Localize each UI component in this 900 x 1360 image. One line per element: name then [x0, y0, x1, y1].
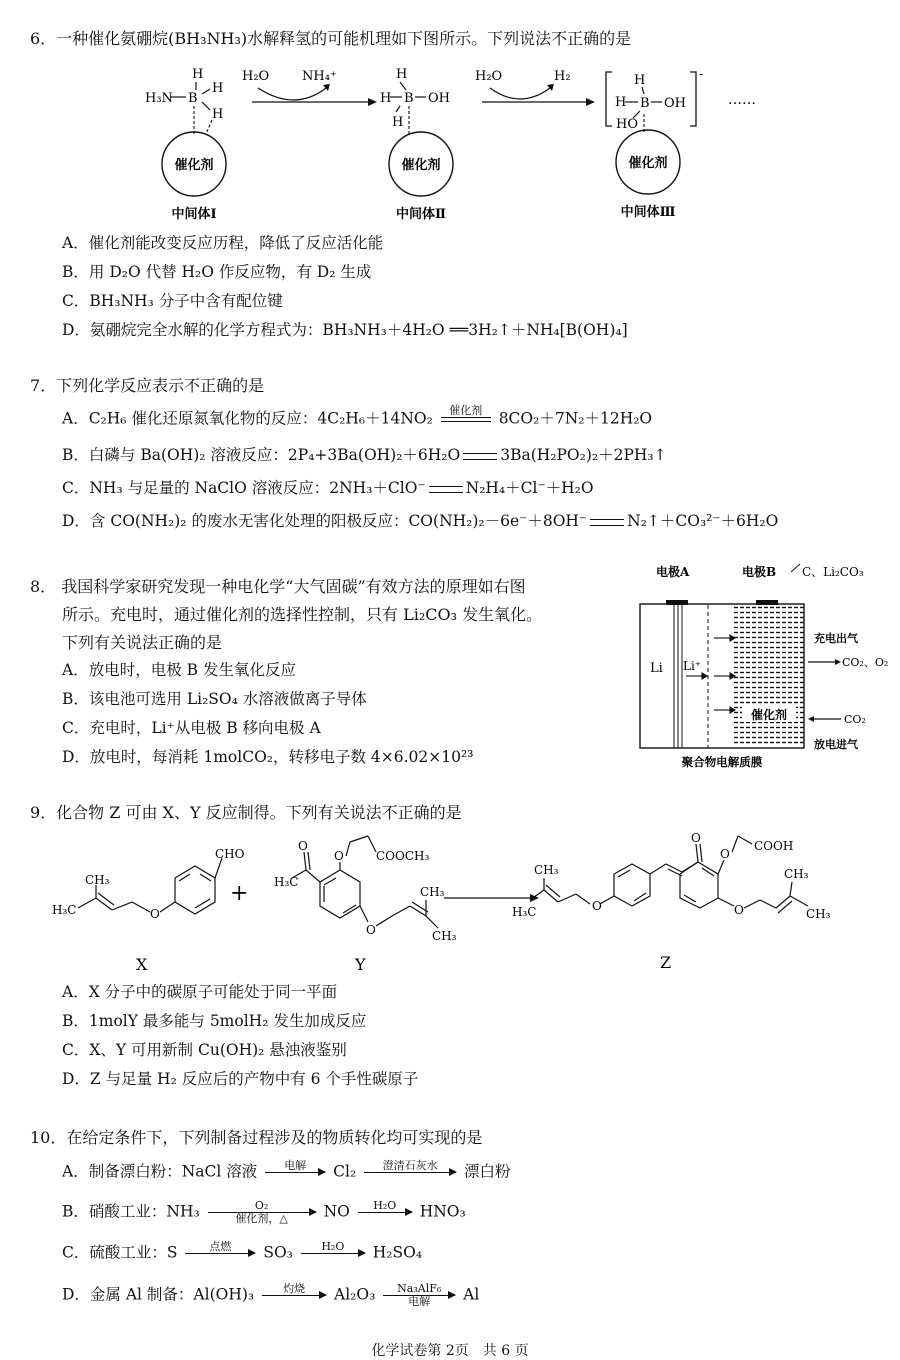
q7-option-d — [62, 510, 778, 532]
q6-dots: …… — [728, 92, 756, 108]
q10-d-mid: Al₂O₃ — [334, 1285, 376, 1304]
membrane-label: 聚合物电解质膜 — [681, 755, 763, 769]
q10-a-arrow2 — [364, 1160, 456, 1185]
q10-b-cond1-top: O₂ — [254, 1199, 269, 1212]
y-cooch3: COOCH₃ — [376, 849, 430, 863]
q7-a-condition-equals — [441, 405, 491, 434]
q6-atom-b: B — [188, 91, 198, 106]
q9-option-a: A．X 分子中的碳原子可能处于同一平面 — [62, 983, 338, 1001]
q10-option-a — [62, 1160, 511, 1185]
q10-d-end: Al — [463, 1285, 480, 1304]
y-o: O — [334, 849, 344, 863]
q10-b-arrow1 — [208, 1200, 316, 1225]
y-o: O — [366, 923, 376, 937]
q7-option-b — [62, 444, 667, 466]
q10-c-end: H₂SO₄ — [372, 1243, 423, 1262]
equals-sign — [590, 519, 624, 526]
z-ch3: CH₃ — [806, 907, 831, 921]
z-o: O — [734, 903, 744, 917]
q9-option-c: C．X、Y 可用新制 Cu(OH)₂ 悬浊液鉴别 — [62, 1041, 347, 1059]
q10-b-start: B．硝酸工业：NH₃ — [62, 1202, 200, 1221]
q10-d-cond1: 灼烧 — [283, 1282, 306, 1295]
electrode-a-label: 电极A — [656, 565, 690, 579]
li-label: Li — [650, 661, 663, 676]
q6-atom-h: H — [192, 67, 204, 82]
q6-atom-b: B — [404, 91, 414, 106]
q8-battery-diagram — [638, 560, 896, 776]
c-li2co3-label: C、Li₂CO₃ — [802, 565, 864, 579]
y-h3c: H₃C — [274, 875, 299, 889]
co2-o2-label: CO₂、O₂ — [842, 656, 889, 669]
q10-option-b — [62, 1200, 466, 1225]
q10-d-cond2-top: Na₃AlF₆ — [397, 1282, 442, 1295]
q10-a-end: 漂白粉 — [464, 1162, 511, 1181]
z-h3c: H₃C — [512, 905, 537, 919]
q7-c-reactants: C．NH₃ 与足量的 NaClO 溶液反应：2NH₃＋ClO⁻ — [62, 479, 426, 497]
q10-b-cond2: H₂O — [373, 1199, 397, 1212]
equals-sign — [463, 453, 497, 460]
q6-option-a: A．催化剂能改变反应历程，降低了反应活化能 — [62, 234, 384, 252]
q7-a-products: 8CO₂＋7N₂＋12H₂O — [498, 409, 653, 428]
q10-a-start: A．制备漂白粉：NaCl 溶液 — [62, 1162, 258, 1181]
q6-title: 6．一种催化氨硼烷(BH₃NH₃)水解释氢的可能机理如下图所示。下列说法不正确的是 — [30, 29, 632, 48]
q7-option-a — [62, 405, 652, 434]
q10-c-cond2: H₂O — [321, 1240, 345, 1253]
x-o: O — [150, 907, 160, 921]
q6-catalyst-label: 催化剂 — [628, 156, 668, 171]
label-z: Z — [660, 953, 672, 972]
q10-b-cond1-bottom: 催化剂，△ — [235, 1212, 288, 1225]
plus-sign: + — [230, 881, 249, 906]
z-ch3: CH₃ — [534, 863, 559, 877]
q7-d-reactants: D．含 CO(NH₂)₂ 的废水无害化处理的阳极反应：CO(NH₂)₂－6e⁻＋8OH⁻ — [62, 512, 588, 530]
z-o: O — [691, 831, 701, 845]
q6-intermediate-2-label: 中间体Ⅱ — [396, 207, 446, 222]
q6-atom-oh: OH — [664, 96, 686, 111]
q6-option-c: C．BH₃NH₃ 分子中含有配位键 — [62, 292, 283, 310]
q8-option-c: C．充电时，Li⁺从电极 B 移向电极 A — [62, 719, 321, 737]
q8-title-line2: 所示。充电时，通过催化剂的选择性控制，只有 Li₂CO₃ 发生氧化。 — [62, 605, 543, 624]
q10-d-arrow1 — [262, 1283, 326, 1308]
q6-arrow1-reagent: H₂O — [242, 69, 270, 84]
q10-option-c — [62, 1241, 422, 1266]
q6-atom-h: H — [396, 67, 408, 82]
q6-mechanism-diagram — [130, 62, 810, 232]
q6-atom-h: H — [212, 107, 224, 122]
q10-c-arrow1 — [185, 1241, 255, 1266]
discharge-in-label: 放电进气 — [814, 738, 858, 751]
q9-option-d: D．Z 与足量 H₂ 反应后的产物中有 6 个手性碳原子 — [62, 1070, 419, 1088]
q6-atom-b: B — [640, 96, 650, 111]
q6-atom-h: H — [615, 95, 627, 110]
y-o: O — [298, 839, 308, 853]
q9-reaction-scheme — [40, 830, 890, 980]
equals-sign — [429, 486, 463, 493]
x-ch3: CH₃ — [85, 873, 110, 887]
q10-c-cond1: 点燃 — [209, 1240, 232, 1253]
z-ch3: CH₃ — [784, 867, 809, 881]
q8-title-line3: 下列有关说法正确的是 — [62, 633, 223, 652]
q10-b-arrow2 — [358, 1200, 412, 1225]
q6-option-b: B．用 D₂O 代替 H₂O 作反应物，有 D₂ 生成 — [62, 263, 372, 281]
q6-atom-h: H — [380, 91, 392, 106]
x-h3c: H₃C — [52, 903, 77, 917]
label-y: Y — [355, 955, 366, 974]
q8-catalyst-label: 催化剂 — [750, 708, 788, 722]
charge-out-label: 充电出气 — [814, 632, 858, 645]
q7-option-c — [62, 477, 594, 499]
electrode-b-label: 电极B — [742, 565, 777, 579]
q6-catalyst-label: 催化剂 — [174, 158, 214, 173]
q7-a-reactants: A．C₂H₆ 催化还原氮氧化物的反应：4C₂H₆＋14NO₂ — [62, 409, 433, 428]
x-cho: CHO — [215, 847, 245, 861]
z-o: O — [720, 847, 730, 861]
q10-a-cond2: 澄清石灰水 — [382, 1159, 438, 1172]
q8-title-line1: 8． 我国科学家研究发现一种电化学“大气固碳”有效方法的原理如右图 — [30, 577, 526, 596]
q9-title: 9．化合物 Z 可由 X、Y 反应制得。下列有关说法不正确的是 — [30, 803, 462, 822]
q10-d-arrow2 — [383, 1283, 455, 1308]
q6-intermediate-1-label: 中间体Ⅰ — [171, 207, 217, 222]
q10-c-start: C．硫酸工业：S — [62, 1243, 178, 1262]
q6-option-d: D．氨硼烷完全水解的化学方程式为：BH₃NH₃＋4H₂O ══3H₂↑＋NH₄[B(OH)₄] — [62, 321, 628, 339]
q6-atom-h: H — [212, 81, 224, 96]
q9-option-b: B．1molY 最多能与 5molH₂ 发生加成反应 — [62, 1012, 367, 1030]
q7-c-products: N₂H₄＋Cl⁻＋H₂O — [465, 479, 594, 497]
label-x: X — [136, 955, 148, 974]
q6-charge: - — [699, 67, 704, 82]
q10-c-arrow2 — [301, 1241, 365, 1266]
q8-option-a: A．放电时，电极 B 发生氧化反应 — [62, 661, 296, 679]
q10-b-mid: NO — [323, 1202, 350, 1221]
y-ch3: CH₃ — [432, 929, 457, 943]
z-cooh: COOH — [754, 839, 794, 853]
y-ch3: CH₃ — [420, 885, 445, 899]
q7-title: 7．下列化学反应表示不正确的是 — [30, 376, 265, 395]
q10-a-mid: Cl₂ — [333, 1162, 357, 1181]
q10-option-d — [62, 1283, 479, 1308]
q7-b-products: 3Ba(H₂PO₂)₂＋2PH₃↑ — [500, 446, 667, 464]
co2-label: CO₂ — [844, 713, 866, 726]
q6-intermediate-3-label: 中间体Ⅲ — [620, 205, 676, 220]
q10-d-start: D．金属 Al 制备：Al(OH)₃ — [62, 1285, 255, 1304]
q6-arrow2-reagent: H₂O — [475, 69, 503, 84]
li-ion-label: Li⁺ — [683, 659, 702, 673]
q7-b-reactants: B．白磷与 Ba(OH)₂ 溶液反应：2P₄+3Ba(OH)₂＋6H₂O — [62, 446, 461, 464]
q6-atom-h3n: H₃N — [145, 91, 173, 106]
q10-a-cond1: 电解 — [284, 1159, 307, 1172]
q6-atom-h: H — [392, 115, 404, 130]
q6-catalyst-label: 催化剂 — [401, 158, 441, 173]
q7-a-condition: 催化剂 — [449, 404, 483, 417]
q10-d-cond2-bottom: 电解 — [408, 1295, 431, 1308]
q7-d-products: N₂↑＋CO₃²⁻＋6H₂O — [627, 512, 779, 530]
q6-arrow2-product: H₂ — [554, 69, 571, 84]
q8-option-d: D．放电时，每消耗 1molCO₂，转移电子数 4×6.02×10²³ — [62, 748, 474, 766]
q10-title: 10．在给定条件下，下列制备过程涉及的物质转化均可实现的是 — [30, 1128, 483, 1147]
q8-option-b: B．该电池可选用 Li₂SO₄ 水溶液做离子导体 — [62, 690, 367, 708]
q6-atom-h: H — [634, 73, 646, 88]
z-o: O — [592, 899, 602, 913]
q6-arrow1-product: NH₄⁺ — [302, 69, 337, 84]
q6-atom-ho: HO — [616, 117, 638, 132]
q10-c-mid: SO₃ — [263, 1243, 293, 1262]
q10-b-end: HNO₃ — [419, 1202, 466, 1221]
q10-a-arrow1 — [265, 1160, 325, 1185]
q6-atom-oh: OH — [428, 91, 450, 106]
page-footer: 化学试卷第 2页 共 6 页 — [371, 1343, 529, 1359]
